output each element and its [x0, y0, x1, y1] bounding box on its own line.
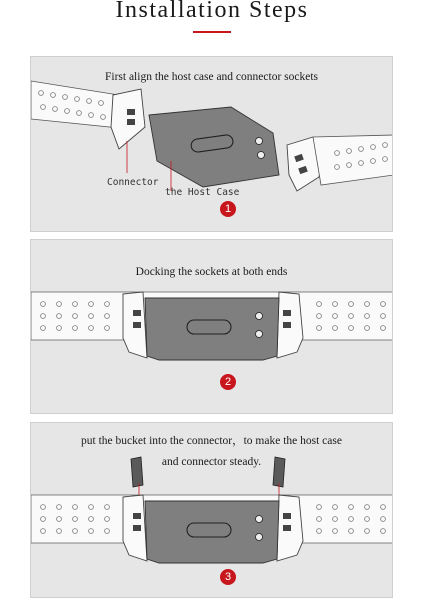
step-3-caption-line-2: and connector steady. [161, 456, 262, 468]
step-3-panel [30, 422, 393, 598]
step-3-illustration [31, 423, 393, 598]
step-1-caption: First align the host case and connector sockets [104, 71, 318, 83]
page-title: Installation Steps [115, 0, 309, 23]
step-1-panel [30, 56, 393, 232]
step-1-badge: 1 [220, 201, 236, 217]
title-underline [193, 31, 231, 33]
step-3-badge: 3 [220, 569, 236, 585]
step-3-caption-line-1: put the bucket into the connector，to make the host case [81, 435, 342, 447]
connector-label: Connector [107, 177, 159, 188]
step-2-badge: 2 [220, 374, 236, 390]
step-2-caption: Docking the sockets at both ends [135, 266, 288, 278]
step-2-panel [30, 239, 393, 414]
host-case-label: the Host Case [165, 187, 240, 198]
